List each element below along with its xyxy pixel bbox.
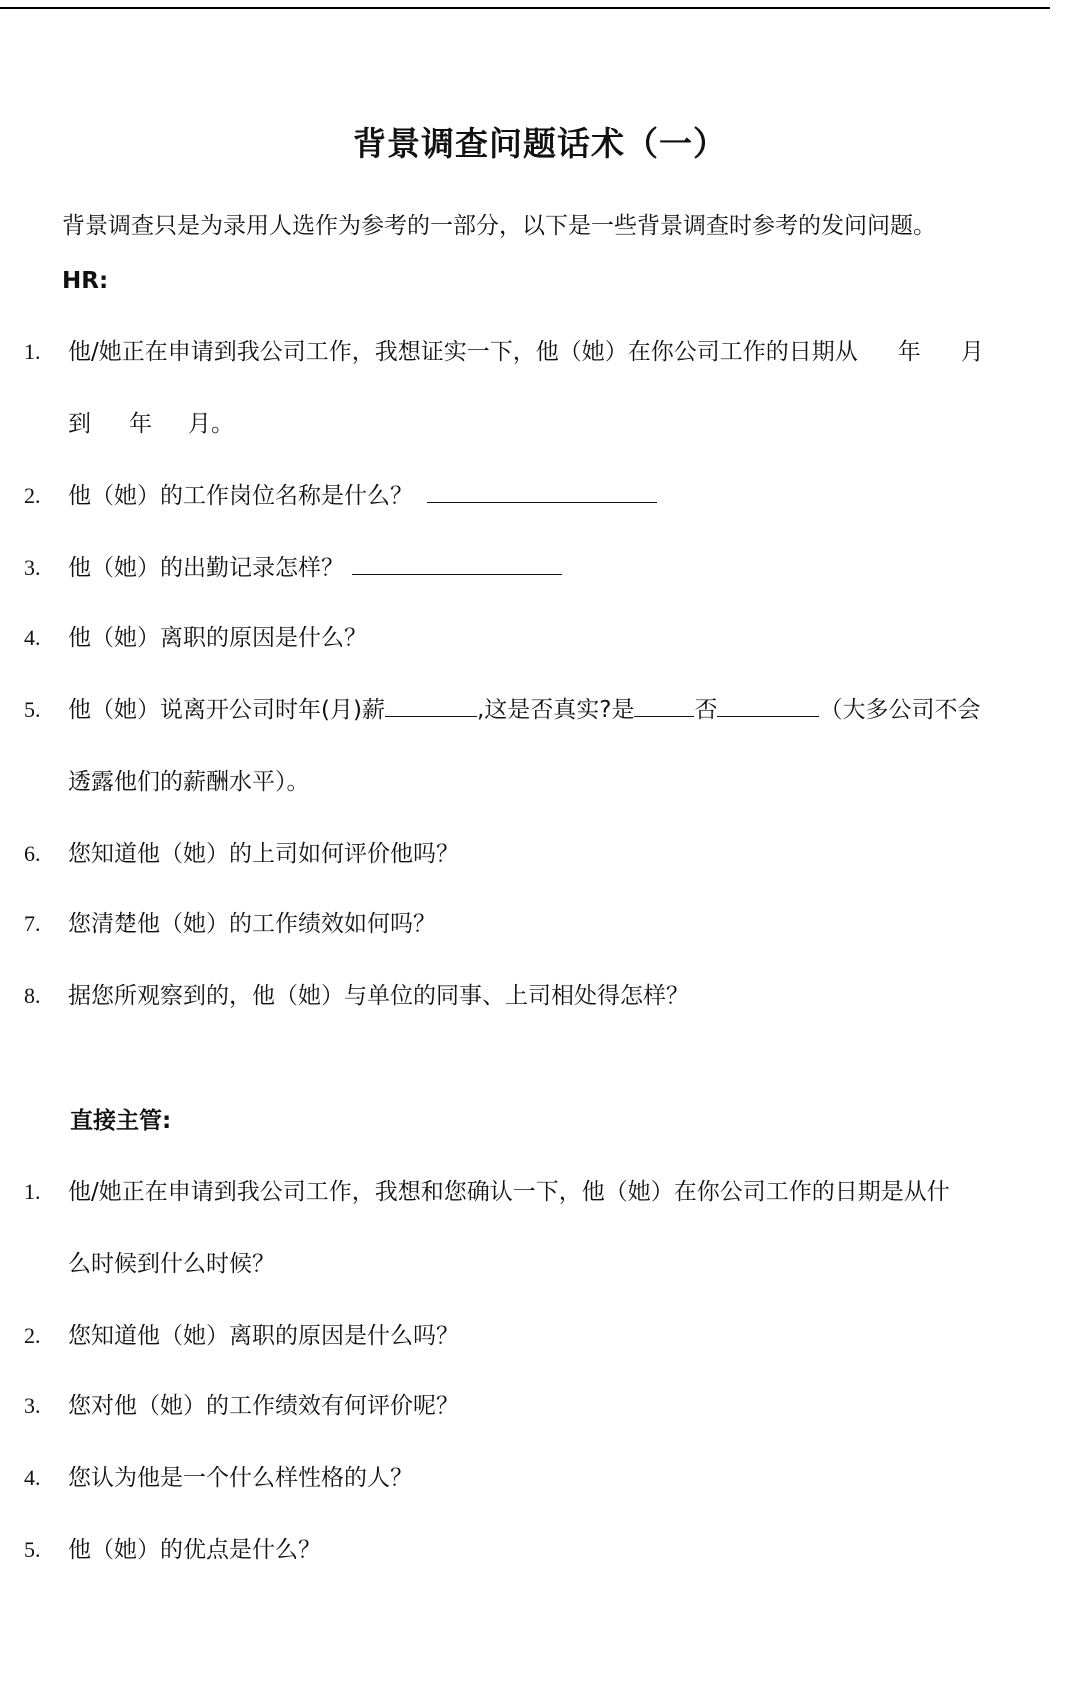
hr-question-5-no-text: 否 bbox=[694, 697, 718, 723]
top-rule bbox=[0, 7, 1050, 9]
yes-blank bbox=[634, 694, 694, 717]
hr-question-6-number: 6. bbox=[24, 841, 41, 866]
hr-question-4-text: 他（她）离职的原因是什么？ bbox=[68, 625, 367, 651]
answer-blank bbox=[427, 480, 657, 503]
intro-paragraph: 背景调查只是为录用人选作为参考的一部分，以下是一些背景调查时参考的发问问题。 bbox=[62, 213, 936, 239]
hr-question-7-text: 您清楚他（她）的工作绩效如何吗？ bbox=[68, 911, 436, 937]
hr-question-2-text: 他（她）的工作岗位名称是什么？ bbox=[68, 483, 413, 509]
hr-question-3-number: 3. bbox=[24, 555, 41, 580]
hr-question-1-to: 到 bbox=[68, 411, 91, 437]
hr-question-1-to-month: 月。 bbox=[188, 411, 234, 437]
hr-question-1-year: 年 bbox=[897, 339, 921, 365]
hr-question-8-number: 8. bbox=[24, 983, 41, 1008]
hr-question-5-note-text: （大多公司不会 bbox=[819, 697, 981, 723]
document-title: 背景调查问题话术（一） bbox=[353, 124, 727, 163]
manager-question-2-text: 您知道他（她）离职的原因是什么吗？ bbox=[68, 1323, 459, 1349]
hr-question-8-text: 据您所观察到的，他（她）与单位的同事、上司相处得怎样？ bbox=[68, 983, 689, 1009]
manager-question-5-text: 他（她）的优点是什么？ bbox=[68, 1537, 321, 1563]
manager-question-3-number: 3. bbox=[24, 1393, 41, 1418]
answer-blank bbox=[352, 552, 562, 575]
hr-question-1-line-2 bbox=[68, 408, 234, 440]
hr-question-4-number: 4. bbox=[24, 625, 41, 650]
manager-question-5-number: 5. bbox=[24, 1537, 41, 1562]
no-blank bbox=[717, 694, 819, 717]
salary-blank bbox=[385, 694, 477, 717]
hr-question-1-text: 他/她正在申请到我公司工作，我想证实一下，他（她）在你公司工作的日期从 bbox=[68, 339, 858, 365]
manager-question-1-line-2: 么时候到什么时候？ bbox=[68, 1251, 275, 1277]
hr-question-5-number: 5. bbox=[24, 697, 41, 722]
hr-question-1-month: 月 bbox=[960, 339, 984, 365]
manager-question-4-number: 4. bbox=[24, 1465, 41, 1490]
hr-question-1-number: 1. bbox=[24, 339, 41, 364]
hr-question-5-line-2: 透露他们的薪酬水平）。 bbox=[68, 769, 310, 795]
hr-question-5-line-1 bbox=[68, 694, 980, 726]
hr-question-1-to-year: 年 bbox=[129, 411, 152, 437]
hr-question-2 bbox=[68, 480, 657, 512]
manager-section-heading: 直接主管: bbox=[70, 1108, 172, 1134]
hr-question-5-true-text: ,这是否真实?是 bbox=[476, 697, 635, 723]
hr-question-6-text: 您知道他（她）的上司如何评价他吗？ bbox=[68, 841, 459, 867]
manager-question-1-number: 1. bbox=[24, 1179, 41, 1204]
hr-section-heading: HR: bbox=[62, 268, 109, 294]
hr-question-1-line-1 bbox=[68, 336, 984, 368]
manager-question-1-line-1: 他/她正在申请到我公司工作，我想和您确认一下，他（她）在你公司工作的日期是从什 bbox=[68, 1179, 950, 1205]
manager-question-4-text: 您认为他是一个什么样性格的人？ bbox=[68, 1465, 413, 1491]
hr-question-2-number: 2. bbox=[24, 483, 41, 508]
manager-question-3-text: 您对他（她）的工作绩效有何评价呢？ bbox=[68, 1393, 459, 1419]
manager-question-2-number: 2. bbox=[24, 1323, 41, 1348]
hr-question-3-text: 他（她）的出勤记录怎样？ bbox=[68, 555, 344, 581]
hr-question-5-salary-text: 他（她）说离开公司时年(月)薪 bbox=[68, 697, 385, 723]
hr-question-7-number: 7. bbox=[24, 911, 41, 936]
hr-question-3 bbox=[68, 552, 562, 584]
